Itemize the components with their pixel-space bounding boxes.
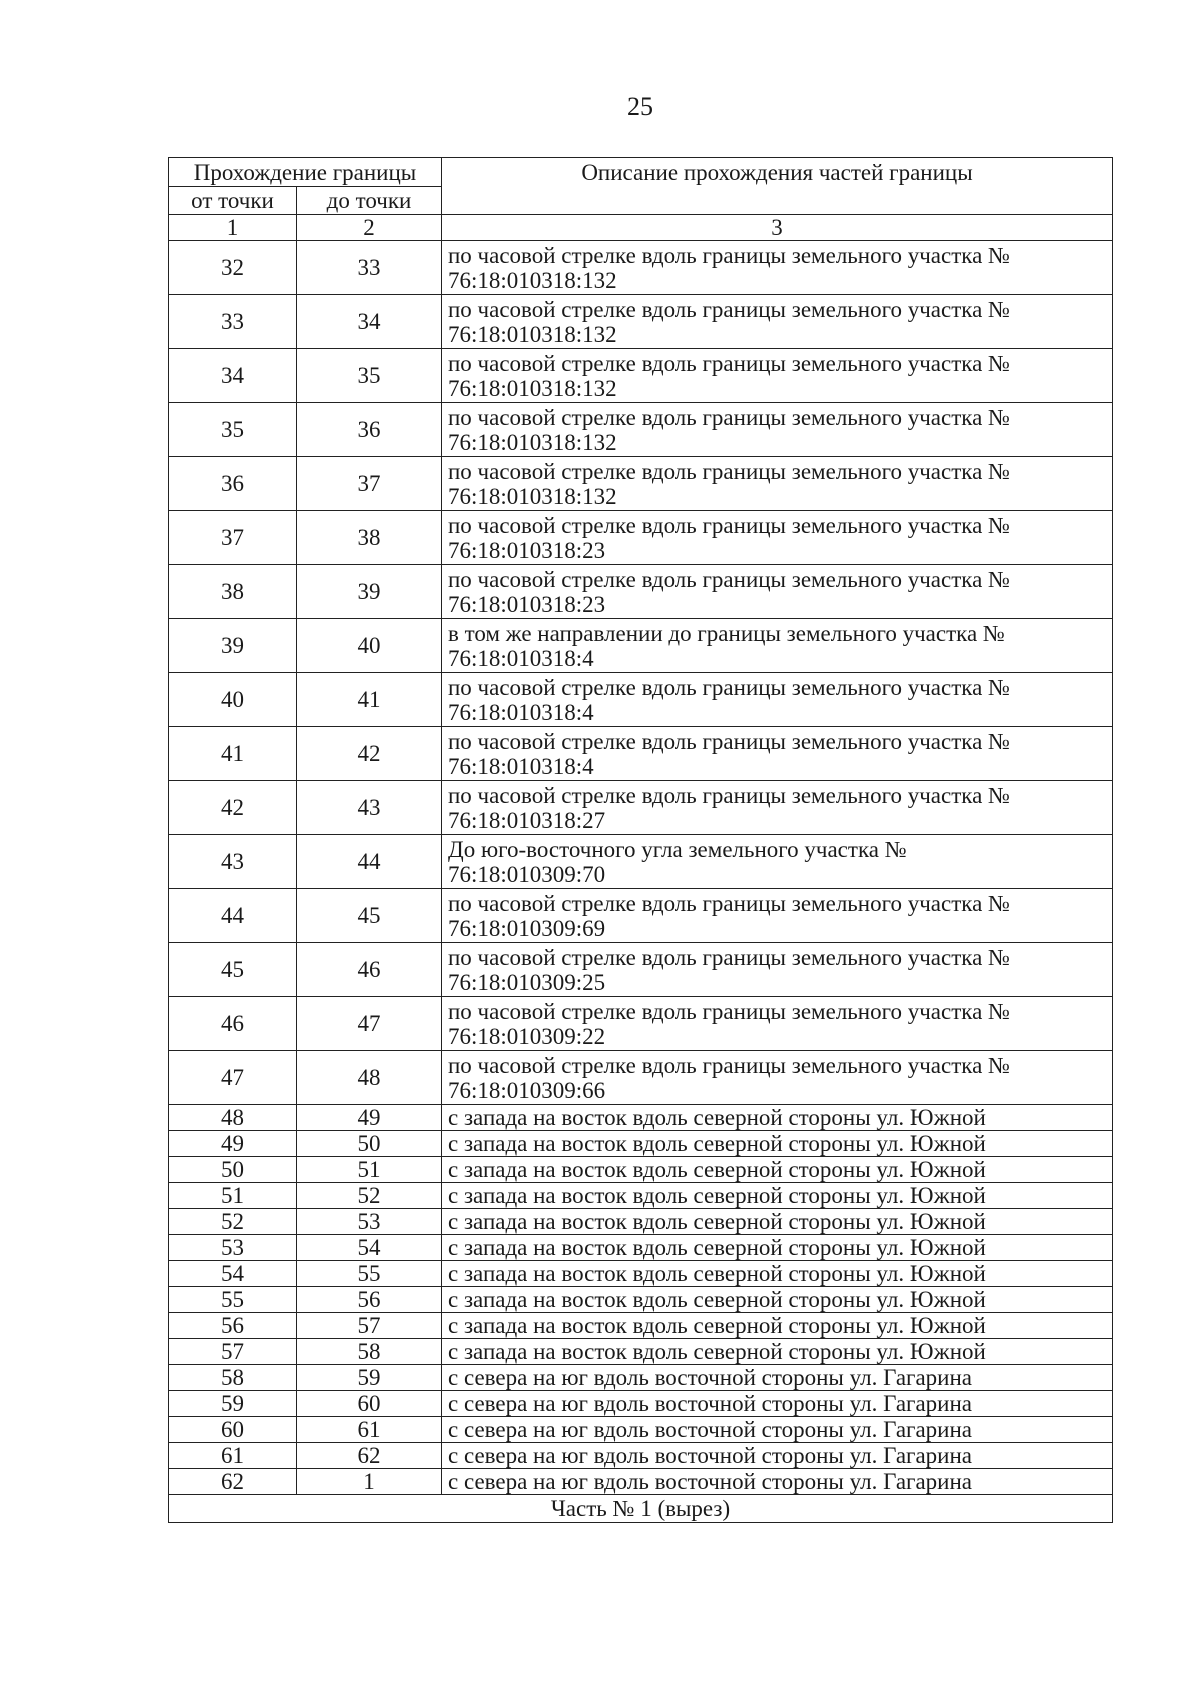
description-text: с севера на юг вдоль восточной стороны ул. Гагарина (448, 1468, 972, 1494)
from-point-cell: 41 (169, 727, 297, 781)
description-cell (442, 457, 1113, 511)
cadastral-number: 76:18:010318:132 (448, 321, 617, 347)
description-text: по часовой стрелке вдоль границы земельного участка № (448, 404, 1010, 430)
description-cell (442, 673, 1113, 727)
from-point-cell: 49 (169, 1131, 297, 1157)
boundary-description-table (168, 157, 1113, 1523)
cadastral-number: 76:18:010318:132 (448, 375, 617, 401)
description-text: по часовой стрелке вдоль границы земельного участка № (448, 296, 1010, 322)
cadastral-number: 76:18:010318:132 (448, 483, 617, 509)
description-text: по часовой стрелке вдоль границы земельного участка № (448, 350, 1010, 376)
description-cell (442, 997, 1113, 1051)
header-description: Описание прохождения частей границы (442, 158, 1113, 215)
description-text: с севера на юг вдоль восточной стороны ул. Гагарина (448, 1416, 972, 1442)
to-point-cell: 34 (297, 295, 442, 349)
description-text: с севера на юг вдоль восточной стороны ул. Гагарина (448, 1390, 972, 1416)
to-point-cell: 36 (297, 403, 442, 457)
description-text: в том же направлении до границы земельного участка № (448, 620, 1005, 646)
table-row (169, 457, 1113, 511)
to-point-cell: 46 (297, 943, 442, 997)
to-point-cell: 52 (297, 1183, 442, 1209)
table-row (169, 403, 1113, 457)
description-text: с запада на восток вдоль северной стороны ул. Южной (448, 1338, 986, 1364)
description-cell (442, 1443, 1113, 1469)
to-point-cell: 53 (297, 1209, 442, 1235)
from-point-cell: 39 (169, 619, 297, 673)
header-to-point: до точки (297, 187, 442, 215)
from-point-cell: 52 (169, 1209, 297, 1235)
table-row (169, 565, 1113, 619)
from-point-cell: 61 (169, 1443, 297, 1469)
description-text: по часовой стрелке вдоль границы земельного участка № (448, 458, 1010, 484)
to-point-cell: 48 (297, 1051, 442, 1105)
description-text: по часовой стрелке вдоль границы земельного участка № (448, 782, 1010, 808)
table-row (169, 1443, 1113, 1469)
from-point-cell: 47 (169, 1051, 297, 1105)
cadastral-number: 76:18:010318:132 (448, 429, 617, 455)
to-point-cell: 42 (297, 727, 442, 781)
to-point-cell: 45 (297, 889, 442, 943)
description-text: с севера на юг вдоль восточной стороны ул. Гагарина (448, 1442, 972, 1468)
description-cell (442, 511, 1113, 565)
description-text: с запада на восток вдоль северной стороны ул. Южной (448, 1104, 986, 1130)
description-cell (442, 1261, 1113, 1287)
to-point-cell: 1 (297, 1469, 442, 1495)
table-row (169, 349, 1113, 403)
from-point-cell: 43 (169, 835, 297, 889)
table-row (169, 1105, 1113, 1131)
from-point-cell: 42 (169, 781, 297, 835)
description-cell (442, 835, 1113, 889)
description-text: с запада на восток вдоль северной стороны ул. Южной (448, 1208, 986, 1234)
cadastral-number: 76:18:010309:22 (448, 1023, 606, 1049)
table-body (169, 241, 1113, 1495)
table-row (169, 673, 1113, 727)
table-row (169, 889, 1113, 943)
to-point-cell: 50 (297, 1131, 442, 1157)
from-point-cell: 51 (169, 1183, 297, 1209)
cadastral-number: 76:18:010318:23 (448, 591, 606, 617)
from-point-cell: 34 (169, 349, 297, 403)
page-number: 25 (627, 92, 653, 121)
table-row (169, 997, 1113, 1051)
description-text: по часовой стрелке вдоль границы земельного участка № (448, 998, 1010, 1024)
from-point-cell: 62 (169, 1469, 297, 1495)
to-point-cell: 57 (297, 1313, 442, 1339)
description-cell (442, 1365, 1113, 1391)
table-row (169, 1183, 1113, 1209)
description-cell (442, 1287, 1113, 1313)
description-cell (442, 1313, 1113, 1339)
to-point-cell: 58 (297, 1339, 442, 1365)
from-point-cell: 37 (169, 511, 297, 565)
column-number-3: 3 (442, 215, 1113, 241)
description-cell (442, 1235, 1113, 1261)
table-row (169, 1391, 1113, 1417)
description-cell (442, 943, 1113, 997)
from-point-cell: 48 (169, 1105, 297, 1131)
description-cell (442, 1105, 1113, 1131)
from-point-cell: 55 (169, 1287, 297, 1313)
column-number-1: 1 (169, 215, 297, 241)
table-row (169, 1339, 1113, 1365)
from-point-cell: 33 (169, 295, 297, 349)
cadastral-number: 76:18:010318:4 (448, 753, 594, 779)
table-row (169, 781, 1113, 835)
to-point-cell: 49 (297, 1105, 442, 1131)
description-cell (442, 1417, 1113, 1443)
description-cell (442, 1469, 1113, 1495)
table-row (169, 1235, 1113, 1261)
column-number-2: 2 (297, 215, 442, 241)
description-text: с запада на восток вдоль северной стороны ул. Южной (448, 1182, 986, 1208)
table-row (169, 1313, 1113, 1339)
description-text: с запада на восток вдоль северной стороны ул. Южной (448, 1286, 986, 1312)
description-cell (442, 295, 1113, 349)
description-cell (442, 727, 1113, 781)
cadastral-number: 76:18:010318:4 (448, 645, 594, 671)
description-cell (442, 1209, 1113, 1235)
from-point-cell: 54 (169, 1261, 297, 1287)
from-point-cell: 44 (169, 889, 297, 943)
header-boundary-passage: Прохождение границы (169, 158, 442, 187)
description-text: по часовой стрелке вдоль границы земельного участка № (448, 890, 1010, 916)
from-point-cell: 50 (169, 1157, 297, 1183)
to-point-cell: 39 (297, 565, 442, 619)
from-point-cell: 60 (169, 1417, 297, 1443)
cadastral-number: 76:18:010318:27 (448, 807, 606, 833)
to-point-cell: 60 (297, 1391, 442, 1417)
description-cell (442, 241, 1113, 295)
table-row (169, 619, 1113, 673)
description-text: по часовой стрелке вдоль границы земельного участка № (448, 674, 1010, 700)
description-cell (442, 403, 1113, 457)
description-cell (442, 889, 1113, 943)
to-point-cell: 41 (297, 673, 442, 727)
description-cell (442, 1339, 1113, 1365)
cadastral-number: 76:18:010318:4 (448, 699, 594, 725)
description-cell (442, 1131, 1113, 1157)
description-cell (442, 1183, 1113, 1209)
cadastral-number: 76:18:010309:25 (448, 969, 606, 995)
description-text: по часовой стрелке вдоль границы земельного участка № (448, 1052, 1010, 1078)
table-row (169, 511, 1113, 565)
description-cell (442, 1391, 1113, 1417)
to-point-cell: 56 (297, 1287, 442, 1313)
description-cell (442, 349, 1113, 403)
description-cell (442, 1157, 1113, 1183)
description-text: по часовой стрелке вдоль границы земельного участка № (448, 728, 1010, 754)
to-point-cell: 38 (297, 511, 442, 565)
to-point-cell: 47 (297, 997, 442, 1051)
table-row (169, 295, 1113, 349)
description-text: с запада на восток вдоль северной стороны ул. Южной (448, 1130, 986, 1156)
from-point-cell: 56 (169, 1313, 297, 1339)
table-footer-note: Часть № 1 (вырез) (169, 1495, 1113, 1523)
to-point-cell: 51 (297, 1157, 442, 1183)
to-point-cell: 40 (297, 619, 442, 673)
from-point-cell: 35 (169, 403, 297, 457)
to-point-cell: 37 (297, 457, 442, 511)
description-text: с запада на восток вдоль северной стороны ул. Южной (448, 1234, 986, 1260)
to-point-cell: 33 (297, 241, 442, 295)
table-row (169, 727, 1113, 781)
to-point-cell: 55 (297, 1261, 442, 1287)
from-point-cell: 40 (169, 673, 297, 727)
from-point-cell: 57 (169, 1339, 297, 1365)
description-text: по часовой стрелке вдоль границы земельного участка № (448, 512, 1010, 538)
description-text: с запада на восток вдоль северной стороны ул. Южной (448, 1312, 986, 1338)
to-point-cell: 35 (297, 349, 442, 403)
from-point-cell: 38 (169, 565, 297, 619)
to-point-cell: 43 (297, 781, 442, 835)
description-text: с запада на восток вдоль северной стороны ул. Южной (448, 1156, 986, 1182)
description-cell (442, 1051, 1113, 1105)
from-point-cell: 46 (169, 997, 297, 1051)
header-from-point: от точки (169, 187, 297, 215)
to-point-cell: 61 (297, 1417, 442, 1443)
cadastral-number: 76:18:010318:23 (448, 537, 606, 563)
table-row (169, 1261, 1113, 1287)
table-row (169, 1469, 1113, 1495)
description-text: До юго-восточного угла земельного участка № (448, 836, 907, 862)
table-row (169, 1209, 1113, 1235)
description-text: по часовой стрелке вдоль границы земельного участка № (448, 944, 1010, 970)
to-point-cell: 59 (297, 1365, 442, 1391)
table-row (169, 1131, 1113, 1157)
from-point-cell: 45 (169, 943, 297, 997)
from-point-cell: 32 (169, 241, 297, 295)
to-point-cell: 54 (297, 1235, 442, 1261)
from-point-cell: 59 (169, 1391, 297, 1417)
table-row (169, 1051, 1113, 1105)
from-point-cell: 58 (169, 1365, 297, 1391)
description-cell (442, 619, 1113, 673)
description-text: с севера на юг вдоль восточной стороны ул. Гагарина (448, 1364, 972, 1390)
description-text: по часовой стрелке вдоль границы земельного участка № (448, 566, 1010, 592)
description-text: по часовой стрелке вдоль границы земельного участка № (448, 242, 1010, 268)
description-text: с запада на восток вдоль северной стороны ул. Южной (448, 1260, 986, 1286)
cadastral-number: 76:18:010309:69 (448, 915, 606, 941)
table-row (169, 1365, 1113, 1391)
description-cell (442, 565, 1113, 619)
table-row (169, 835, 1113, 889)
from-point-cell: 53 (169, 1235, 297, 1261)
table-row (169, 1157, 1113, 1183)
table-row (169, 1287, 1113, 1313)
table-row (169, 1417, 1113, 1443)
table-row (169, 943, 1113, 997)
to-point-cell: 44 (297, 835, 442, 889)
cadastral-number: 76:18:010309:70 (448, 861, 606, 887)
cadastral-number: 76:18:010309:66 (448, 1077, 606, 1103)
cadastral-number: 76:18:010318:132 (448, 267, 617, 293)
table-row (169, 241, 1113, 295)
from-point-cell: 36 (169, 457, 297, 511)
to-point-cell: 62 (297, 1443, 442, 1469)
description-cell (442, 781, 1113, 835)
